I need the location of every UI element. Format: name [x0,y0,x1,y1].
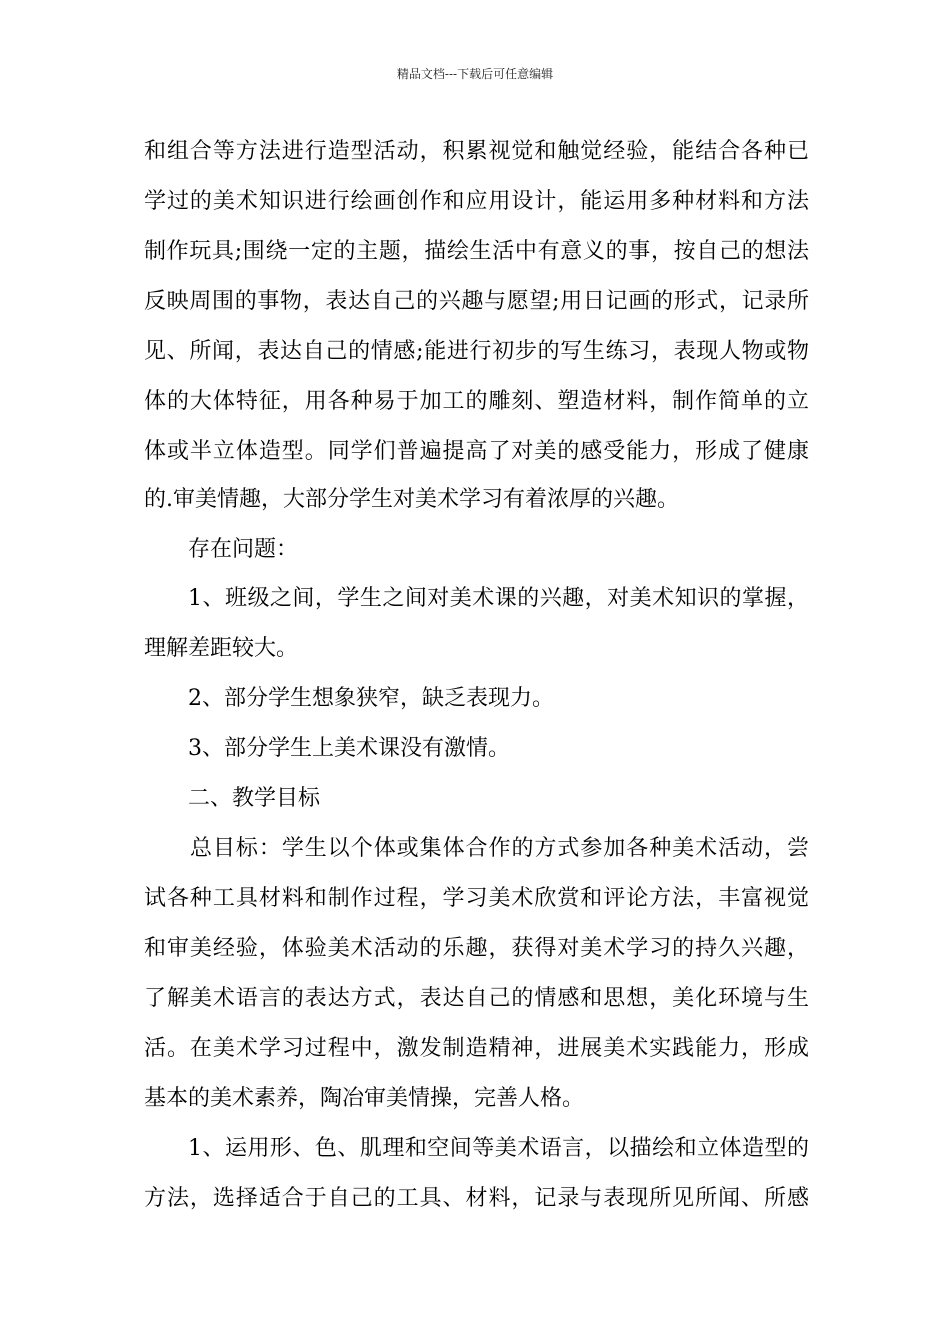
paragraph-line: 学过的美术知识进行绘画创作和应用设计，能运用多种材料和方法 [144,189,809,214]
paragraph-line: 的.审美情趣，大部分学生对美术学习有着浓厚的兴趣。 [144,487,679,512]
paragraph-line: 和审美经验，体验美术活动的乐趣，获得对美术学习的持久兴趣， [144,936,809,961]
list-item-line: 1、运用形、色、肌理和空间等美术语言，以描绘和立体造型的 [188,1136,809,1161]
paragraph-line: 和组合等方法进行造型活动，积累视觉和触觉经验，能结合各种已 [144,139,809,164]
list-item-line: 方法，选择适合于自己的工具、材料，记录与表现所见所闻、所感 [144,1186,809,1211]
paragraph-line: 活。在美术学习过程中，激发制造精神，进展美术实践能力，形成 [144,1036,809,1061]
paragraph-line: 体的大体特征，用各种易于加工的雕刻、塑造材料，制作简单的立 [144,389,809,414]
paragraph-line: 反映周围的事物，表达自己的兴趣与愿望;用日记画的形式，记录所 [144,289,809,314]
list-item-line: 2、部分学生想象狭窄，缺乏表现力。 [188,686,554,711]
paragraph-line: 见、所闻，表达自己的情感;能进行初步的写生练习，表现人物或物 [144,339,809,364]
paragraph-line: 了解美术语言的表达方式，表达自己的情感和思想，美化环境与生 [144,986,809,1011]
paragraph-line: 体或半立体造型。同学们普遍提高了对美的感受能力，形成了健康 [144,439,809,464]
list-item-line: 1、班级之间，学生之间对美术课的兴趣，对美术知识的掌握， [188,586,809,611]
paragraph-line: 试各种工具材料和制作过程，学习美术欣赏和评论方法，丰富视觉 [144,886,809,911]
paragraph-line: 总目标：学生以个体或集体合作的方式参加各种美术活动，尝 [190,836,809,861]
page-header: 精品文档---下载后可任意编辑 [396,67,554,81]
section-heading: 二、教学目标 [188,786,321,811]
paragraph-line: 基本的美术素养，陶冶审美情操，完善人格。 [144,1086,585,1111]
list-item-line: 理解差距较大。 [144,636,299,661]
list-item-line: 3、部分学生上美术课没有激情。 [188,736,510,761]
paragraph-line: 制作玩具;围绕一定的主题，描绘生活中有意义的事，按自己的想法 [144,239,809,264]
section-label: 存在问题： [188,537,299,562]
